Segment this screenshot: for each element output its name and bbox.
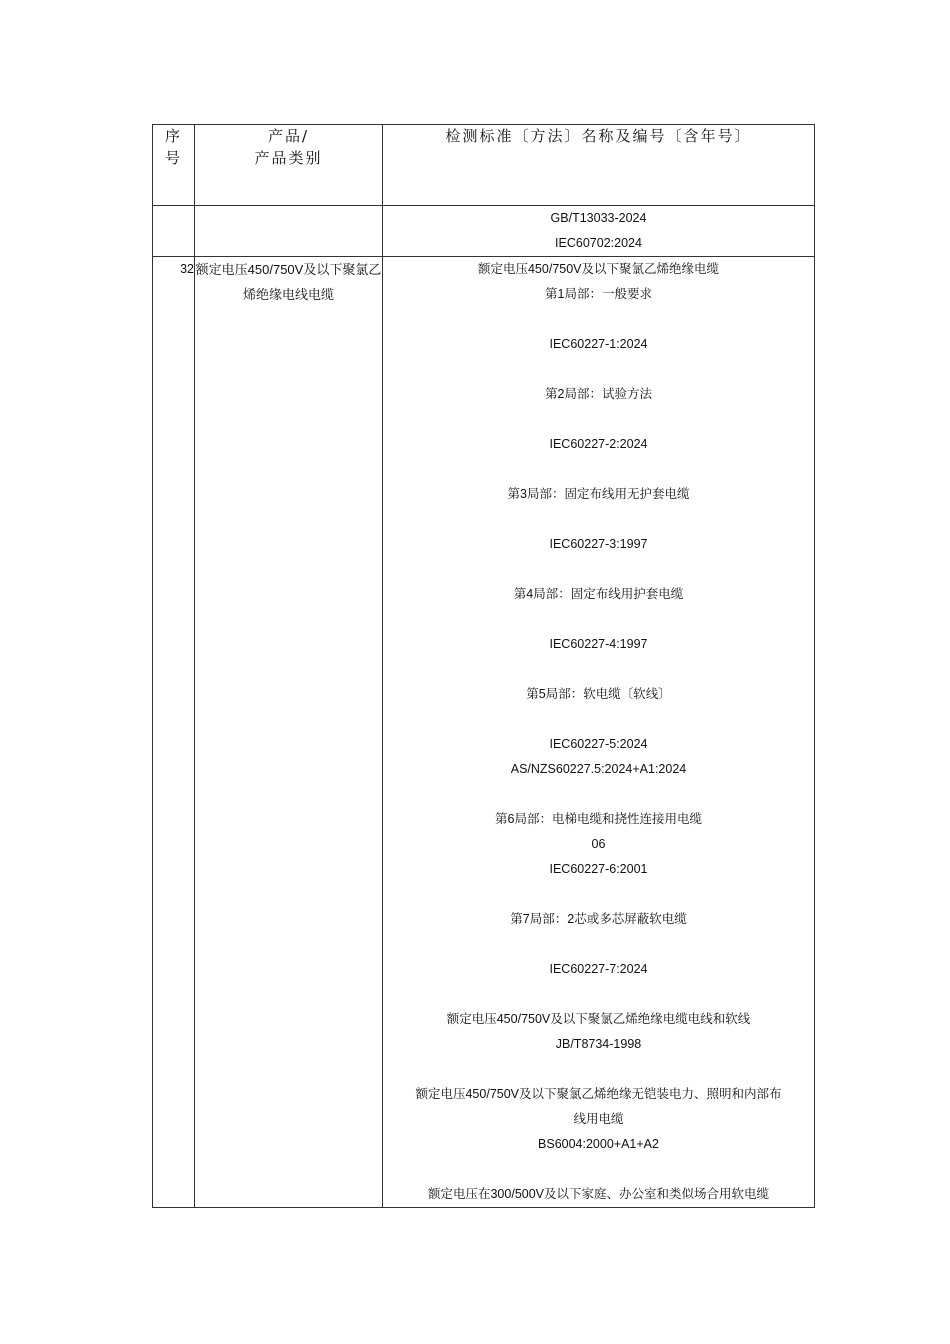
standard-line: IEC60227-1:2024 [549, 337, 648, 351]
standard-line: 第5局部：软电缆〔软线〕 [526, 687, 671, 701]
standard-line: GB/T13033-2024 [550, 211, 647, 225]
standard-line: 06 [591, 837, 606, 851]
standard-line: AS/NZS60227.5:2024+A1:2024 [510, 762, 687, 776]
blank-line [383, 657, 814, 682]
standard-cell [383, 257, 815, 1208]
cont-product-cell [195, 206, 383, 257]
standard-line: IEC60227-2:2024 [549, 437, 648, 451]
standard-line: 额定电压450/750V及以下聚氯乙烯绝缘电缆电线和软线 [446, 1012, 751, 1026]
standard-line: 第6局部：电梯电缆和挠性连接用电缆 [495, 812, 702, 826]
standard-line: BS6004:2000+A1+A2 [538, 1137, 659, 1151]
blank-line [383, 707, 814, 732]
continuation-row [153, 206, 815, 257]
blank-line [383, 782, 814, 807]
standard-line: 第2局部：试验方法 [545, 387, 652, 401]
header-product: 产品/ 产品类别 [195, 125, 383, 206]
header-row [153, 125, 815, 206]
standards-table [152, 124, 815, 1208]
standard-line: 额定电压450/750V及以下聚氯乙烯绝缘无铠装电力、照明和内部布 [415, 1087, 782, 1101]
standard-line: IEC60702:2024 [555, 236, 642, 250]
standard-line: IEC60227-5:2024 [549, 737, 648, 751]
standard-line: IEC60227-3:1997 [549, 537, 648, 551]
standard-line: IEC60227-7:2024 [549, 962, 648, 976]
blank-line [383, 407, 814, 432]
standard-line: 第3局部：固定布线用无护套电缆 [507, 487, 690, 501]
blank-line [383, 357, 814, 382]
cont-standard-cell [383, 206, 815, 257]
standard-line: 第1局部：一般要求 [545, 287, 652, 301]
blank-line [383, 507, 814, 532]
blank-line [383, 457, 814, 482]
header-seq: 序 号 [153, 125, 195, 206]
blank-line [383, 307, 814, 332]
standard-line: 额定电压450/750V及以下聚氯乙烯绝缘电缆 [477, 262, 720, 276]
standard-line: JB/T8734-1998 [555, 1037, 642, 1051]
blank-line [383, 882, 814, 907]
standard-line: IEC60227-6:2001 [549, 862, 648, 876]
standard-line: 第4局部：固定布线用护套电缆 [513, 587, 684, 601]
standard-line: 第7局部：2芯或多芯屏蔽软电缆 [510, 912, 687, 926]
standard-line: 额定电压在300/500V及以下家庭、办公室和类似场合用软电缆 [427, 1187, 770, 1201]
blank-line [383, 607, 814, 632]
blank-line [383, 1157, 814, 1182]
cont-seq-cell [153, 206, 195, 257]
blank-line [383, 982, 814, 1007]
seq-cell: 32 [153, 257, 195, 1208]
standard-line: IEC60227-4:1997 [549, 637, 648, 651]
blank-line [383, 1057, 814, 1082]
standard-line: 线用电缆 [573, 1112, 624, 1126]
table-row [153, 257, 815, 1208]
header-standard: 检测标准〔方法〕名称及编号〔含年号〕 [383, 125, 815, 206]
blank-line [383, 932, 814, 957]
product-cell: 额定电压450/750V及以下聚氯乙烯绝缘电线电缆 [195, 257, 383, 1208]
blank-line [383, 557, 814, 582]
